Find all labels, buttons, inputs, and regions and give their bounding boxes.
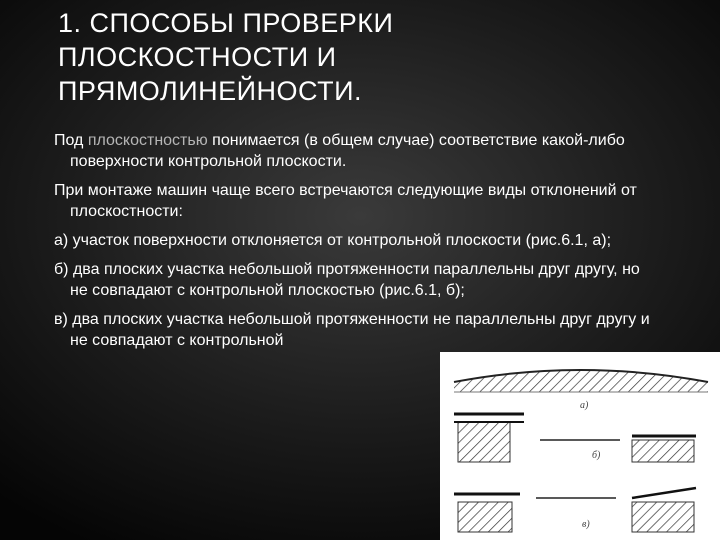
hatched-block-b-left xyxy=(458,422,510,462)
label-b: б) xyxy=(592,450,601,461)
hatched-body-a xyxy=(454,370,708,392)
label-a: а) xyxy=(580,400,589,411)
hatched-block-b-right xyxy=(632,440,694,462)
diagram-b xyxy=(454,414,696,462)
slide-body xyxy=(54,130,654,359)
definition-rest: понимается (в общем случае) соответствие какой-либо поверхности контрольной плоскости. xyxy=(70,132,625,170)
paragraph-case-a: а) участок поверхности отклоняется от контрольной плоскости (рис.6.1, а); xyxy=(54,232,612,249)
diagram-a xyxy=(454,370,708,411)
surface-c-right-tilted xyxy=(632,488,696,498)
hatched-block-c-right xyxy=(632,502,694,532)
paragraph-definition xyxy=(54,130,654,172)
label-c: в) xyxy=(582,519,590,530)
paragraph-case-b: б) два плоских участка небольшой протяженности параллельны друг другу, но не совпадают с контрольной плоскостью (рис.6.1, б); xyxy=(54,261,640,299)
figure-drawing xyxy=(440,352,720,540)
definition-prefix: Под xyxy=(54,132,88,149)
paragraph-case-c: в) два плоских участка небольшой протяженности не параллельны друг другу и не совпадают с контрольной xyxy=(54,311,650,349)
figure-6-1 xyxy=(440,352,720,540)
hatched-block-c-left xyxy=(458,502,512,532)
term-highlight: плоскостностью xyxy=(87,132,208,149)
diagram-c xyxy=(454,488,696,532)
paragraph-deviation-types: При монтаже машин чаще всего встречаются следующие виды отклонений от плоскостности: xyxy=(54,182,637,220)
slide-title: 1. СПОСОБЫ ПРОВЕРКИ ПЛОСКОСТНОСТИ И ПРЯМОЛИНЕЙНОСТИ. xyxy=(58,8,394,106)
